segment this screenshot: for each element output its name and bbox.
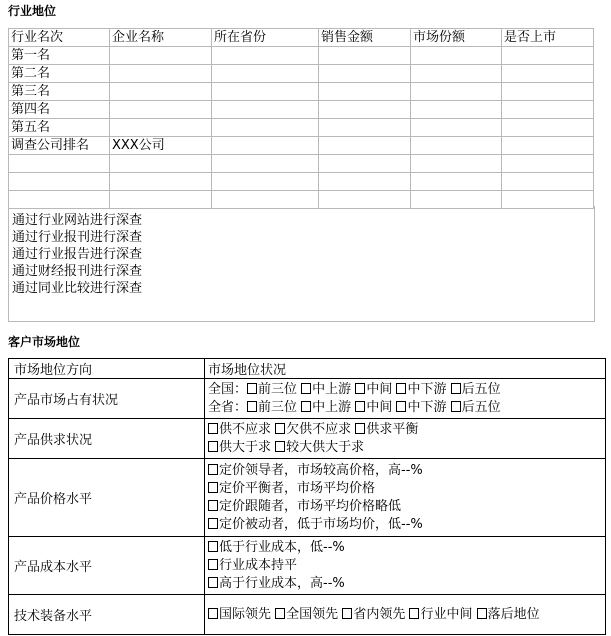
- table-row: [9, 65, 594, 83]
- national-prefix: 全国：: [208, 381, 248, 397]
- company-cell[interactable]: [110, 65, 212, 83]
- share-cell[interactable]: [411, 137, 502, 155]
- rank-cell: 第四名: [9, 101, 110, 119]
- table-row: [9, 83, 594, 101]
- checkbox[interactable]: [355, 401, 365, 412]
- share-cell[interactable]: [411, 101, 502, 119]
- share-cell[interactable]: [411, 47, 502, 65]
- share-cell[interactable]: [411, 119, 502, 137]
- option-label: 全国领先: [286, 606, 339, 622]
- sales-cell[interactable]: [319, 65, 411, 83]
- header-rank: 行业名次: [9, 29, 110, 47]
- price-option: [208, 498, 602, 516]
- option-label: 国际领先: [219, 606, 272, 622]
- checkbox[interactable]: [275, 441, 285, 452]
- option-label: 后五位: [461, 399, 501, 415]
- header-listed: 是否上市: [502, 29, 594, 47]
- research-methods-list: [12, 212, 142, 297]
- empty-cell[interactable]: [502, 155, 594, 173]
- option-label: 落后地位: [487, 606, 540, 622]
- table-row: [9, 155, 594, 173]
- checkbox[interactable]: [247, 401, 257, 412]
- header-sales: 销售金额: [319, 29, 411, 47]
- market-share-label: 产品市场占有状况: [9, 379, 205, 419]
- company-cell[interactable]: [110, 47, 212, 65]
- list-item: 通过行业报刊进行深查: [12, 230, 143, 245]
- checkbox[interactable]: [208, 464, 218, 475]
- supply-options-line2: [208, 439, 602, 457]
- option-label: 前三位: [258, 399, 298, 415]
- listed-cell[interactable]: [502, 119, 594, 137]
- price-option: [208, 462, 602, 480]
- list-item: 通过行业网站进行深查: [12, 213, 143, 228]
- table-row: [9, 119, 594, 137]
- sales-cell[interactable]: [319, 119, 411, 137]
- rank-cell: 第二名: [9, 65, 110, 83]
- header-province: 所在省份: [212, 29, 319, 47]
- survey-rank-label: 调查公司排名: [9, 137, 110, 155]
- option-label: 中上游: [312, 381, 352, 397]
- share-cell[interactable]: [411, 83, 502, 101]
- province-cell[interactable]: [212, 101, 319, 119]
- listed-cell[interactable]: [502, 101, 594, 119]
- option-label: 中上游: [312, 399, 352, 415]
- empty-cell[interactable]: [319, 155, 411, 173]
- sales-cell[interactable]: [319, 47, 411, 65]
- table-header-row: [9, 359, 606, 379]
- province-cell[interactable]: [212, 47, 319, 65]
- option-label: 高于行业成本，高--%: [219, 575, 345, 591]
- empty-cell[interactable]: [319, 173, 411, 191]
- empty-cell[interactable]: [212, 155, 319, 173]
- share-cell[interactable]: [411, 65, 502, 83]
- province-cell[interactable]: [212, 137, 319, 155]
- empty-cell[interactable]: [9, 155, 110, 173]
- province-prefix: 全省：: [208, 399, 248, 415]
- checkbox[interactable]: [275, 608, 285, 619]
- option-label: 前三位: [258, 381, 298, 397]
- option-label: 低于行业成本，低--%: [219, 539, 345, 555]
- sales-cell[interactable]: [319, 137, 411, 155]
- option-label: 供不应求: [219, 421, 272, 437]
- checkbox[interactable]: [396, 401, 406, 412]
- rank-cell: 第一名: [9, 47, 110, 65]
- tech-options: [208, 606, 602, 624]
- industry-section-title: 行业地位: [8, 4, 57, 18]
- empty-cell[interactable]: [9, 173, 110, 191]
- rank-cell: 第五名: [9, 119, 110, 137]
- cost-option: [208, 557, 602, 575]
- industry-ranking-table: [8, 28, 594, 209]
- option-label: 定价领导者，市场较高价格，高--%: [219, 462, 423, 478]
- price-level-label: 产品价格水平: [9, 459, 205, 537]
- header-direction: 市场地位方向: [9, 359, 205, 379]
- checkbox[interactable]: [451, 401, 461, 412]
- checkbox[interactable]: [208, 577, 218, 588]
- checkbox[interactable]: [208, 541, 218, 552]
- option-label: 定价跟随者，市场平均价格略低: [219, 498, 402, 514]
- table-row: [9, 173, 594, 191]
- checkbox[interactable]: [208, 441, 218, 452]
- table-row: [9, 459, 606, 537]
- checkbox[interactable]: [208, 500, 218, 511]
- table-row: [9, 101, 594, 119]
- cost-option: [208, 575, 602, 593]
- checkbox[interactable]: [247, 383, 257, 394]
- rank-cell: 第三名: [9, 83, 110, 101]
- checkbox[interactable]: [477, 608, 487, 619]
- checkbox[interactable]: [342, 608, 352, 619]
- table-row: [9, 379, 606, 419]
- empty-cell[interactable]: [212, 173, 319, 191]
- option-label: 省内领先: [353, 606, 406, 622]
- list-item: 通过财经报刊进行深查: [12, 264, 143, 279]
- list-item: 通过行业报告进行深查: [12, 247, 143, 262]
- table-row: [9, 595, 606, 635]
- national-share-options: [208, 381, 602, 399]
- company-cell[interactable]: [110, 119, 212, 137]
- customer-section-title: 客户市场地位: [8, 335, 81, 349]
- option-label: 定价被动者，低于市场均价，低--%: [219, 516, 423, 532]
- option-label: 较大供大于求: [286, 439, 365, 455]
- province-cell[interactable]: [212, 83, 319, 101]
- checkbox[interactable]: [301, 383, 311, 394]
- checkbox[interactable]: [451, 383, 461, 394]
- table-header-row: [9, 29, 594, 47]
- option-label: 行业中间: [420, 606, 473, 622]
- research-methods-box: [8, 206, 595, 322]
- province-share-options: [208, 399, 602, 417]
- tech-equipment-label: 技术装备水平: [9, 595, 205, 635]
- option-label: 供求平衡: [366, 421, 419, 437]
- option-label: 中间: [366, 381, 393, 397]
- empty-cell[interactable]: [502, 173, 594, 191]
- empty-cell[interactable]: [110, 155, 212, 173]
- option-label: 中下游: [407, 399, 447, 415]
- empty-cell[interactable]: [411, 155, 502, 173]
- table-row: [9, 47, 594, 65]
- price-option: [208, 480, 602, 498]
- company-cell[interactable]: [110, 83, 212, 101]
- province-cell[interactable]: [212, 119, 319, 137]
- header-company: 企业名称: [110, 29, 212, 47]
- checkbox[interactable]: [208, 559, 218, 570]
- list-item: 通过同业比较进行深查: [12, 281, 143, 296]
- empty-cell[interactable]: [411, 173, 502, 191]
- option-label: 供大于求: [219, 439, 272, 455]
- checkbox[interactable]: [355, 383, 365, 394]
- customer-market-table: [8, 358, 606, 635]
- checkbox[interactable]: [208, 423, 218, 434]
- option-label: 中间: [366, 399, 393, 415]
- checkbox[interactable]: [355, 423, 365, 434]
- header-share: 市场份额: [411, 29, 502, 47]
- option-label: 后五位: [461, 381, 501, 397]
- option-label: 行业成本持平: [219, 557, 298, 573]
- company-cell[interactable]: [110, 101, 212, 119]
- checkbox[interactable]: [275, 423, 285, 434]
- option-label: 欠供不应求: [286, 421, 352, 437]
- table-row: [9, 419, 606, 459]
- survey-company-cell[interactable]: XXX公司: [110, 137, 212, 155]
- price-option: [208, 516, 602, 534]
- checkbox[interactable]: [301, 401, 311, 412]
- checkbox[interactable]: [208, 518, 218, 529]
- header-status: 市场地位状况: [205, 359, 606, 379]
- cost-option: [208, 539, 602, 557]
- table-row: [9, 537, 606, 595]
- listed-cell[interactable]: [502, 47, 594, 65]
- cost-level-label: 产品成本水平: [9, 537, 205, 595]
- option-label: 定价平衡者，市场平均价格: [219, 480, 376, 496]
- option-label: 中下游: [407, 381, 447, 397]
- sales-cell[interactable]: [319, 83, 411, 101]
- table-row: [9, 137, 594, 155]
- checkbox[interactable]: [208, 608, 218, 619]
- province-cell[interactable]: [212, 65, 319, 83]
- checkbox[interactable]: [208, 482, 218, 493]
- listed-cell[interactable]: [502, 65, 594, 83]
- checkbox[interactable]: [396, 383, 406, 394]
- sales-cell[interactable]: [319, 101, 411, 119]
- supply-demand-label: 产品供求状况: [9, 419, 205, 459]
- empty-cell[interactable]: [110, 173, 212, 191]
- listed-cell[interactable]: [502, 83, 594, 101]
- supply-options-line1: [208, 421, 602, 439]
- checkbox[interactable]: [409, 608, 419, 619]
- listed-cell[interactable]: [502, 137, 594, 155]
